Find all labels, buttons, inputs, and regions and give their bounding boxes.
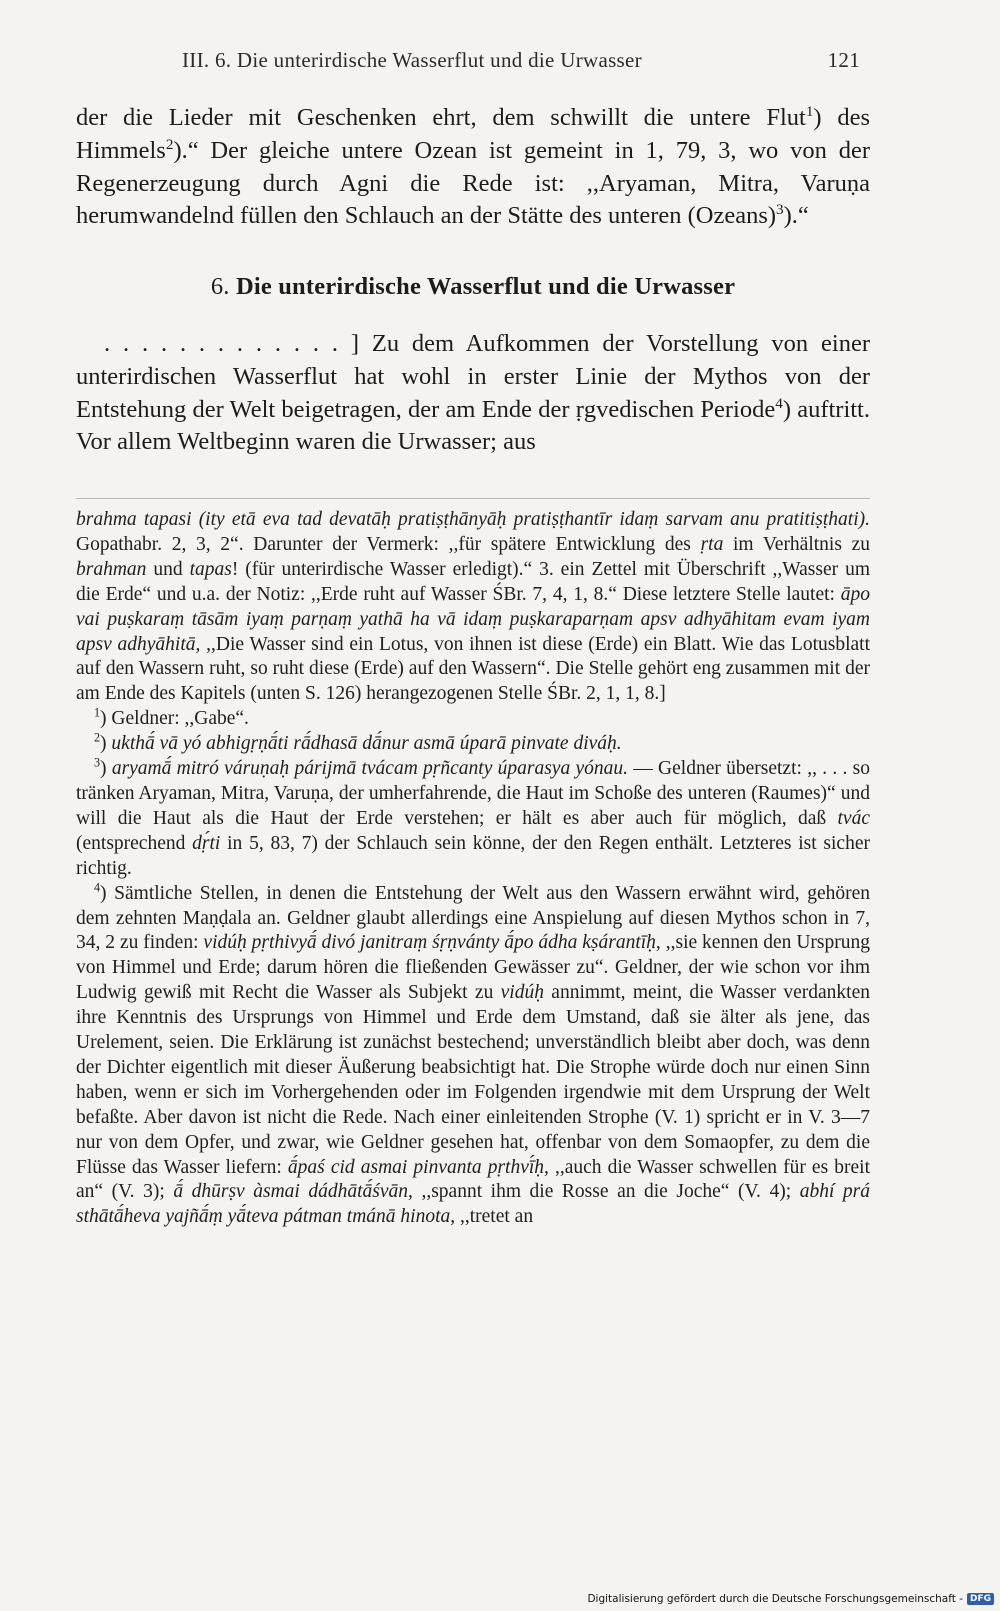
- paragraph-1: der die Lieder mit Geschenken ehrt, dem schwillt die untere Flut$^1$) des Himmels$^2$).“ Der gleiche untere Ozean ist gemeint in 1, 79, 3, wo von der Regenerzeugung durch Agni die Rede ist: ,,Aryaman, Mitra, Varuṇa herumwandelnd füllen den Schlauch an der Stätte des unteren (Ozeans)$^3$).“: [76, 102, 870, 230]
- footnote-ref-4: 4: [775, 394, 783, 412]
- footnote-2: $^2$) ukthā́ vā yó abhigṛṇā́ti rā́dhasā dā́nur asmā úparā pinvate diváḥ.: [94, 730, 622, 755]
- footnote-ref-1: 1: [805, 102, 814, 120]
- footnote-ref-3: 3: [776, 201, 784, 219]
- page-number: 121: [827, 48, 860, 72]
- digitization-credit: [587, 1590, 994, 1608]
- section-heading: [76, 271, 870, 304]
- credit-text: Digitalisierung gefördert durch die Deutsche Forschungsgemeinschaft -: [587, 1593, 963, 1605]
- footnote-4: $^4$) Sämtliche Stellen, in denen die Entstehung der Welt aus den Wassern erwähnt wird, gehören dem zehnten Maṇḍala an. Geldner glaubt allerdings eine Anspielung auf diesen Mythos schon in 7, 34, 2 zu finden: vidúḥ pṛthivyā́ divó janitraṃ śṛṇvánty ā́po ádha kṣárantīḥ, ,,sie kennen den Ursprung von Himmel und Erde; darum hören die fließenden Gewässer zu“. Geldner, der wie schon vor ihm Ludwig gewiß mit Recht die Wasser als Subjekt zu vidúḥ annimmt, meint, die Wasser verdankten ihre Kenntnis des Ursprungs von Himmel und Erde dem Umstand, daß sie älter als jene, das Urelement, seien. Die Erklärung ist zunächst bestechend; unverständlich bleibt aber doch, was denn der Dichter eigentlich mit dieser Äußerung beabsichtigt hat. Die Strophe würde doch nur einen Sinn haben, wenn er sich im Vorhergehenden oder im Folgenden irgendwie mit dem Ursprung der Welt befaßte. Aber davon ist nicht die Rede. Nach einer einleitenden Strophe (V. 1) spricht er in V. 3—7 nur von dem Opfer, und zwar, wie Geldner gesehen hat, offenbar von dem Somaopfer, zu dem die Flüsse das Wasser liefern: ā́paś cid asmai pinvanta pṛthvī́ḥ, ,,auch die Wasser schwellen für es breit an“ (V. 3); ā́ dhūrṣv àsmai dádhātā́śvān, ,,spannt ihm die Rosse an die Joche“ (V. 4); abhí prá sthātā́heva yajñā́ṃ yā́teva pátman tmánā hinota, ,,tretet an: [76, 880, 870, 1228]
- footnote-divider: [76, 498, 870, 499]
- running-header: [172, 46, 862, 78]
- footnote-3: $^3$) aryamā́ mitró váruṇaḥ párijmā tvácam pṛñcanty úparasya yónau. — Geldner übersetzt: ,, . . . so tränken Aryaman, Mitra, Varuṇa, der umherfahrende, die Haut im Schoße des unteren (Raumes)“ und will die Haut als die Haut der Erde verstehen; er hält es aber auch für möglich, daß tvác (entsprechend dṛ́ti in 5, 83, 7) der Schlauch sein könne, der den Regen enthält. Letzteres ist sicher richtig.: [76, 755, 870, 879]
- dfg-logo: DFG: [967, 1593, 994, 1605]
- running-header-title: III. 6. Die unterirdische Wasserflut und die Urwasser: [182, 48, 642, 72]
- section-number: 6.: [210, 273, 230, 301]
- paragraph-2: . . . . . . . . . . . . . ] Zu dem Aufkommen der Vorstellung von einer unterirdischen Wasserflut hat wohl in erster Linie der Mythos von der Entstehung der Welt beigetragen, der am Ende der ṛgvedischen Periode$^4$) auftritt. Vor allem Weltbeginn waren die Urwasser; aus: [76, 329, 870, 456]
- footnotes: [76, 508, 870, 1230]
- section-title: Die unterirdische Wasserflut und die Urwasser: [235, 273, 736, 301]
- footnote-ref-2: 2: [165, 135, 174, 153]
- footnote-1: $^1$) Geldner: ,,Gabe“.: [94, 705, 249, 730]
- main-text: [76, 102, 870, 459]
- footnote-continuation: brahma tapasi (ity etā eva tad devatāḥ pratiṣṭhānyāḥ pratiṣṭhantīr idaṃ sarvam anu pratitiṣṭhati). Gopathabr. 2, 3, 2“. Darunter der Vermerk: ,,für spätere Entwicklung des ṛta im Verhältnis zu brahman und tapas! (für unterirdische Wasser erledigt).“ 3. ein Zettel mit Überschrift ,,Wasser um die Erde“ und u.a. der Notiz: ,,Erde ruht auf Wasser ŚBr. 7, 4, 1, 8.“ Diese letztere Stelle lautet: āpo vai puṣkaraṃ tāsām iyaṃ parṇaṃ yathā ha vā idaṃ puṣkaraparṇam apsv adhyāhitam evam iyam apsv adhyāhitā, ,,Die Wasser sind ein Lotus, von ihnen ist diese (Erde) ein Blatt. Wie das Lotusblatt auf den Wassern ruht, so ruht diese (Erde) auf den Wassern“. Die Stelle gehört eng zusammen mit der am Ende des Kapitels (unten S. 126) herangezogenen Stelle ŚBr. 2, 1, 1, 8.]: [76, 509, 870, 705]
